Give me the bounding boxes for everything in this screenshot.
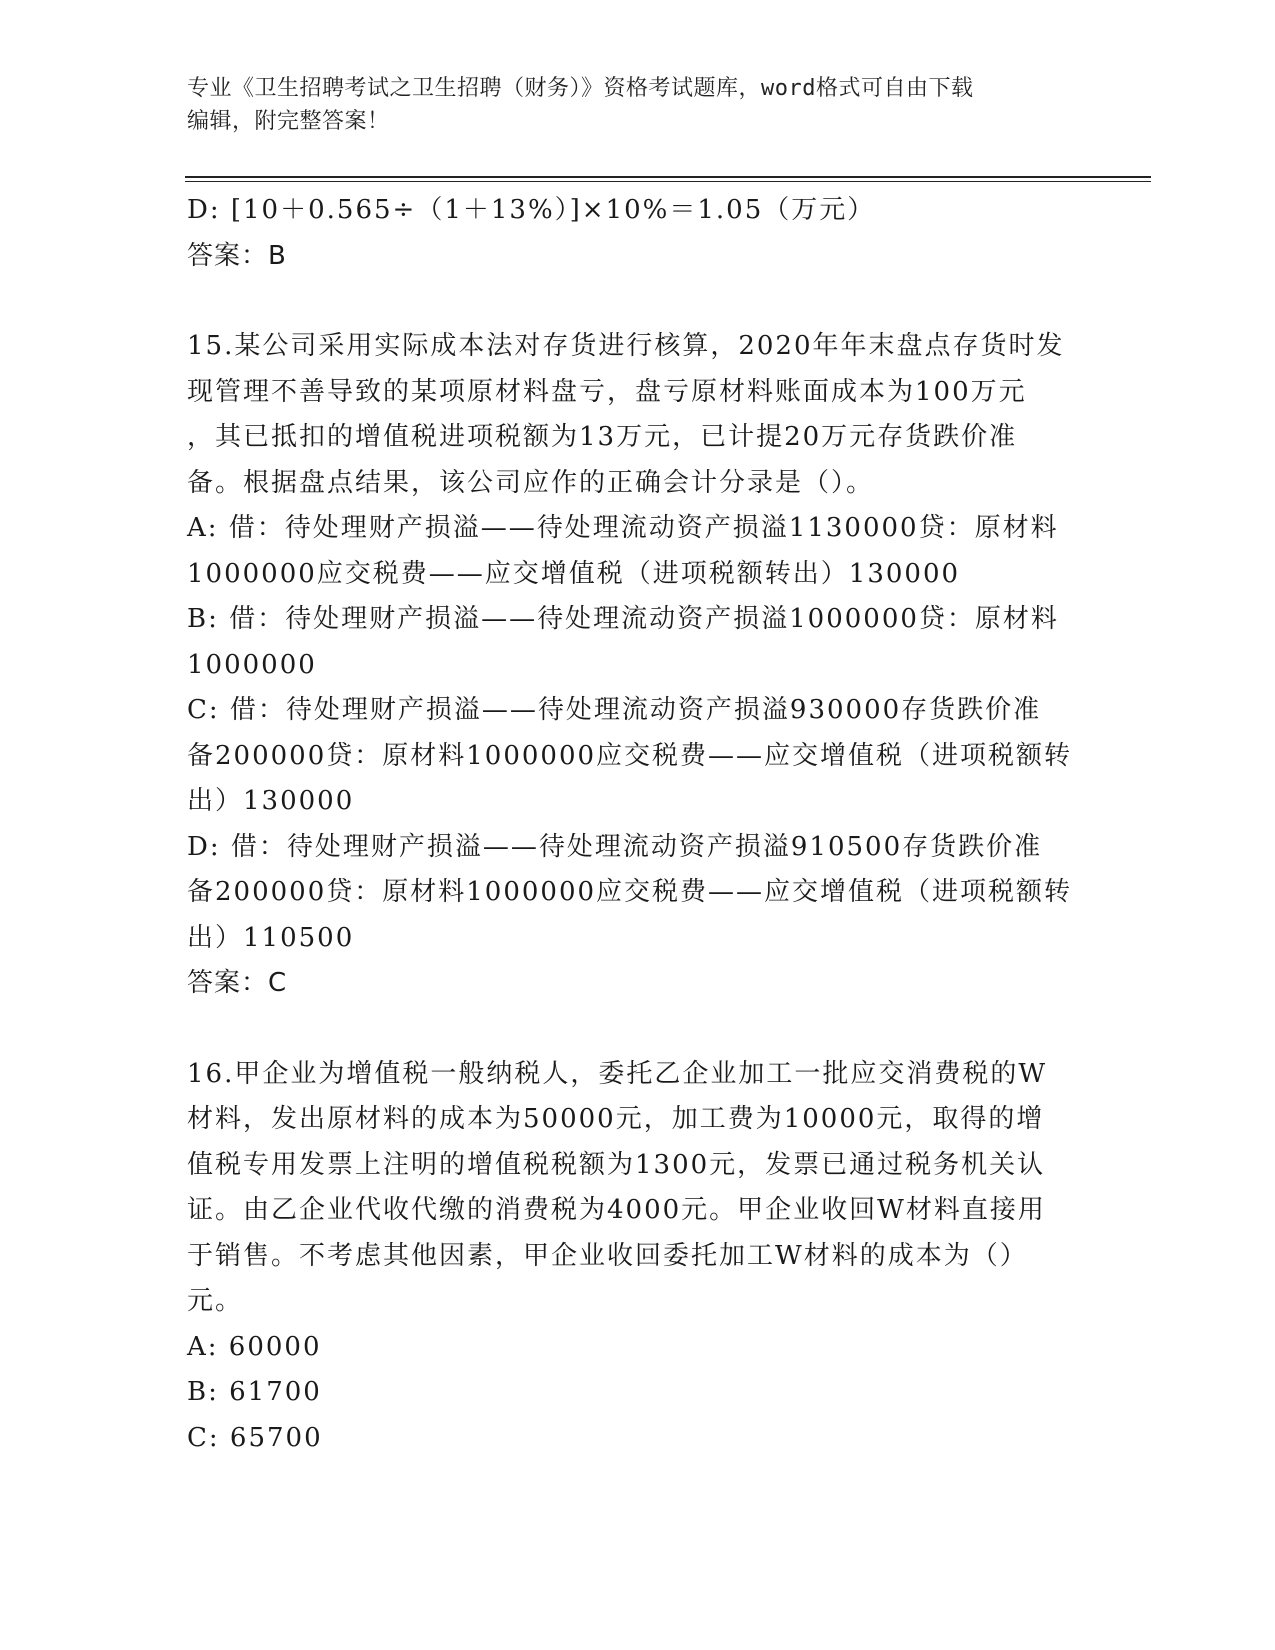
spacer — [187, 1007, 1087, 1052]
previous-question-tail — [187, 188, 1087, 279]
option-b-line: 1000000 — [187, 649, 317, 680]
option-d: D: [10＋0.565÷（1＋13%）]×10%＝1.05（万元） — [187, 195, 876, 225]
header-divider-thick — [185, 176, 1151, 178]
header-line-1: 专业《卫生招聘考试之卫生招聘（财务）》资格考试题库，word格式可自由下载 — [187, 76, 974, 101]
question-stem-line: 证。由乙企业代收代缴的消费税为4000元。甲企业收回W材料直接用 — [187, 1195, 1046, 1225]
question-stem-line: 于销售。不考虑其他因素，甲企业收回委托加工W材料的成本为（） — [187, 1240, 1028, 1271]
answer: 答案：C — [187, 968, 288, 998]
document-header — [187, 72, 1067, 138]
option-d-line: 备200000贷：原材料1000000应交税费——应交增值税（进项税额转 — [187, 877, 1073, 907]
question-16 — [187, 1052, 1087, 1462]
question-15 — [187, 324, 1087, 1007]
spacer — [187, 279, 1087, 324]
option-a-line: A: 借：待处理财产损溢——待处理流动资产损溢1130000贷：原材料 — [187, 513, 1059, 543]
option-b-line: B: 借：待处理财产损溢——待处理流动资产损溢1000000贷：原材料 — [187, 604, 1059, 634]
question-stem-line: 15.某公司采用实际成本法对存货进行核算，2020年年末盘点存货时发 — [187, 331, 1065, 361]
option-c-line: 备200000贷：原材料1000000应交税费——应交增值税（进项税额转 — [187, 740, 1073, 771]
option-c-line: C: 借：待处理财产损溢——待处理流动资产损溢930000存货跌价准 — [187, 695, 1042, 725]
question-stem-line: 材料，发出原材料的成本为50000元，加工费为10000元，取得的增 — [187, 1104, 1045, 1134]
option-a-line: 1000000应交税费——应交增值税（进项税额转出）130000 — [187, 558, 961, 589]
option-c: C: 65700 — [187, 1422, 323, 1453]
option-d-line: 出）110500 — [187, 922, 355, 953]
option-d-line: D: 借：待处理财产损溢——待处理流动资产损溢910500存货跌价准 — [187, 831, 1043, 862]
header-line-2: 编辑，附完整答案！ — [187, 109, 390, 134]
option-b: B: 61700 — [187, 1377, 322, 1407]
question-stem-line: ，其已抵扣的增值税进项税额为13万元，已计提20万元存货跌价准 — [187, 422, 1018, 452]
question-stem-line: 16.甲企业为增值税一般纳税人，委托乙企业加工一批应交消费税的W — [187, 1058, 1048, 1089]
question-stem-line: 现管理不善导致的某项原材料盘亏，盘亏原材料账面成本为100万元 — [187, 376, 1027, 407]
header-divider-thin — [185, 181, 1151, 182]
question-stem-line: 备。根据盘点结果，该公司应作的正确会计分录是（）。 — [187, 467, 875, 498]
answer: 答案：B — [187, 240, 287, 271]
document-body — [187, 188, 1087, 1461]
question-stem-line: 值税专用发票上注明的增值税税额为1300元，发票已通过税务机关认 — [187, 1149, 1046, 1180]
option-c-line: 出）130000 — [187, 786, 355, 816]
option-a: A: 60000 — [187, 1331, 322, 1362]
question-stem-line: 元。 — [187, 1286, 244, 1316]
